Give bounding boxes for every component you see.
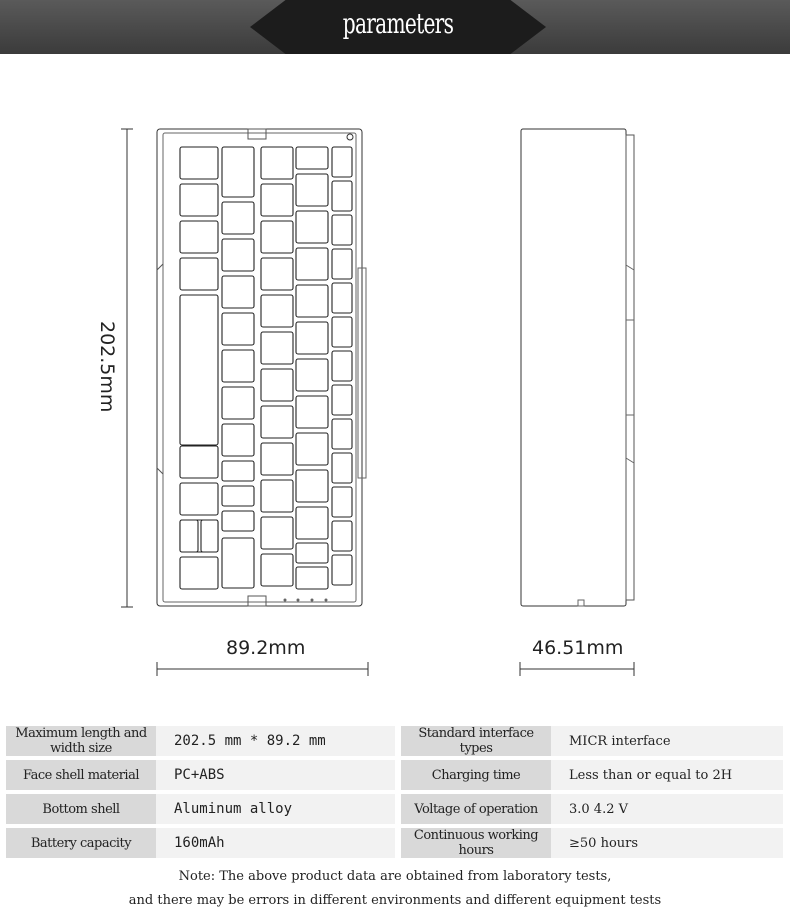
key: [296, 174, 328, 206]
spec-value: Less than or equal to 2H: [551, 760, 783, 790]
key: [296, 507, 328, 539]
key: [332, 249, 352, 279]
spec-label: Battery capacity: [6, 828, 156, 858]
key: [296, 396, 328, 428]
key: [222, 350, 254, 382]
spec-label: Standard interface types: [395, 726, 551, 756]
spec-value: 160mAh: [156, 828, 395, 858]
spec-value: 202.5 mm * 89.2 mm: [156, 726, 395, 756]
key: [296, 211, 328, 243]
key: [180, 557, 218, 589]
key: [332, 453, 352, 483]
key: [180, 520, 198, 552]
key: [222, 538, 254, 588]
key: [261, 443, 293, 475]
key: [222, 486, 254, 506]
note-line-2: and there may be errors in different environments and different equipment tests: [128, 893, 662, 908]
key: [261, 295, 293, 327]
key: [261, 184, 293, 216]
key: [332, 487, 352, 517]
width-dimension-label: 89.2mm: [226, 637, 306, 659]
spec-value: 3.0 4.2 V: [551, 794, 783, 824]
key: [180, 446, 218, 478]
key: [222, 276, 254, 308]
thickness-dimension-label: 46.51mm: [532, 637, 624, 659]
key: [180, 483, 218, 515]
key: [296, 543, 328, 563]
spec-label: Charging time: [395, 760, 551, 790]
key: [296, 322, 328, 354]
key: [332, 283, 352, 313]
key: [332, 147, 352, 177]
banner-title: parameters: [342, 7, 454, 40]
spec-value: ≥50 hours: [551, 828, 783, 858]
key: [222, 202, 254, 234]
key: [296, 285, 328, 317]
key: [332, 317, 352, 347]
key: [296, 147, 328, 169]
table-row: [6, 760, 783, 790]
key: [222, 511, 254, 531]
spec-label: Continuous working hours: [395, 828, 551, 858]
key: [332, 385, 352, 415]
key: [296, 433, 328, 465]
spec-value: MICR interface: [551, 726, 783, 756]
key: [296, 248, 328, 280]
key: [261, 147, 293, 179]
spec-value: Aluminum alloy: [156, 794, 395, 824]
table-row: [6, 828, 783, 858]
key: [332, 181, 352, 211]
key: [222, 147, 254, 197]
key: [261, 369, 293, 401]
spec-label: Maximum length and width size: [6, 726, 156, 756]
key: [296, 567, 328, 589]
key: [261, 480, 293, 512]
key: [332, 419, 352, 449]
key: [261, 258, 293, 290]
spec-label: Bottom shell: [6, 794, 156, 824]
key: [180, 258, 218, 290]
key: [180, 184, 218, 216]
key: [222, 424, 254, 456]
key: [222, 239, 254, 271]
key: [180, 221, 218, 253]
table-row: [6, 794, 783, 824]
key: [261, 406, 293, 438]
note-line-1: Note: The above product data are obtained from laboratory tests,: [178, 869, 612, 884]
key: [296, 359, 328, 391]
key: [180, 295, 218, 445]
key: [261, 332, 293, 364]
key: [222, 313, 254, 345]
key: [332, 555, 352, 585]
key: [201, 520, 218, 552]
key: [332, 351, 352, 381]
specs-table: [6, 722, 783, 862]
spec-value: PC+ABS: [156, 760, 395, 790]
key: [332, 215, 352, 245]
key: [180, 147, 218, 179]
keyboard-keys: [180, 147, 352, 589]
key: [296, 470, 328, 502]
spec-label: Voltage of operation: [395, 794, 551, 824]
spec-label: Face shell material: [6, 760, 156, 790]
keyboard-side-outline: [521, 129, 626, 606]
key: [261, 221, 293, 253]
key: [222, 387, 254, 419]
key: [332, 521, 352, 551]
table-row: [6, 726, 783, 756]
key: [222, 461, 254, 481]
key: [261, 554, 293, 586]
key: [261, 517, 293, 549]
height-dimension-label: 202.5mm: [96, 321, 118, 413]
